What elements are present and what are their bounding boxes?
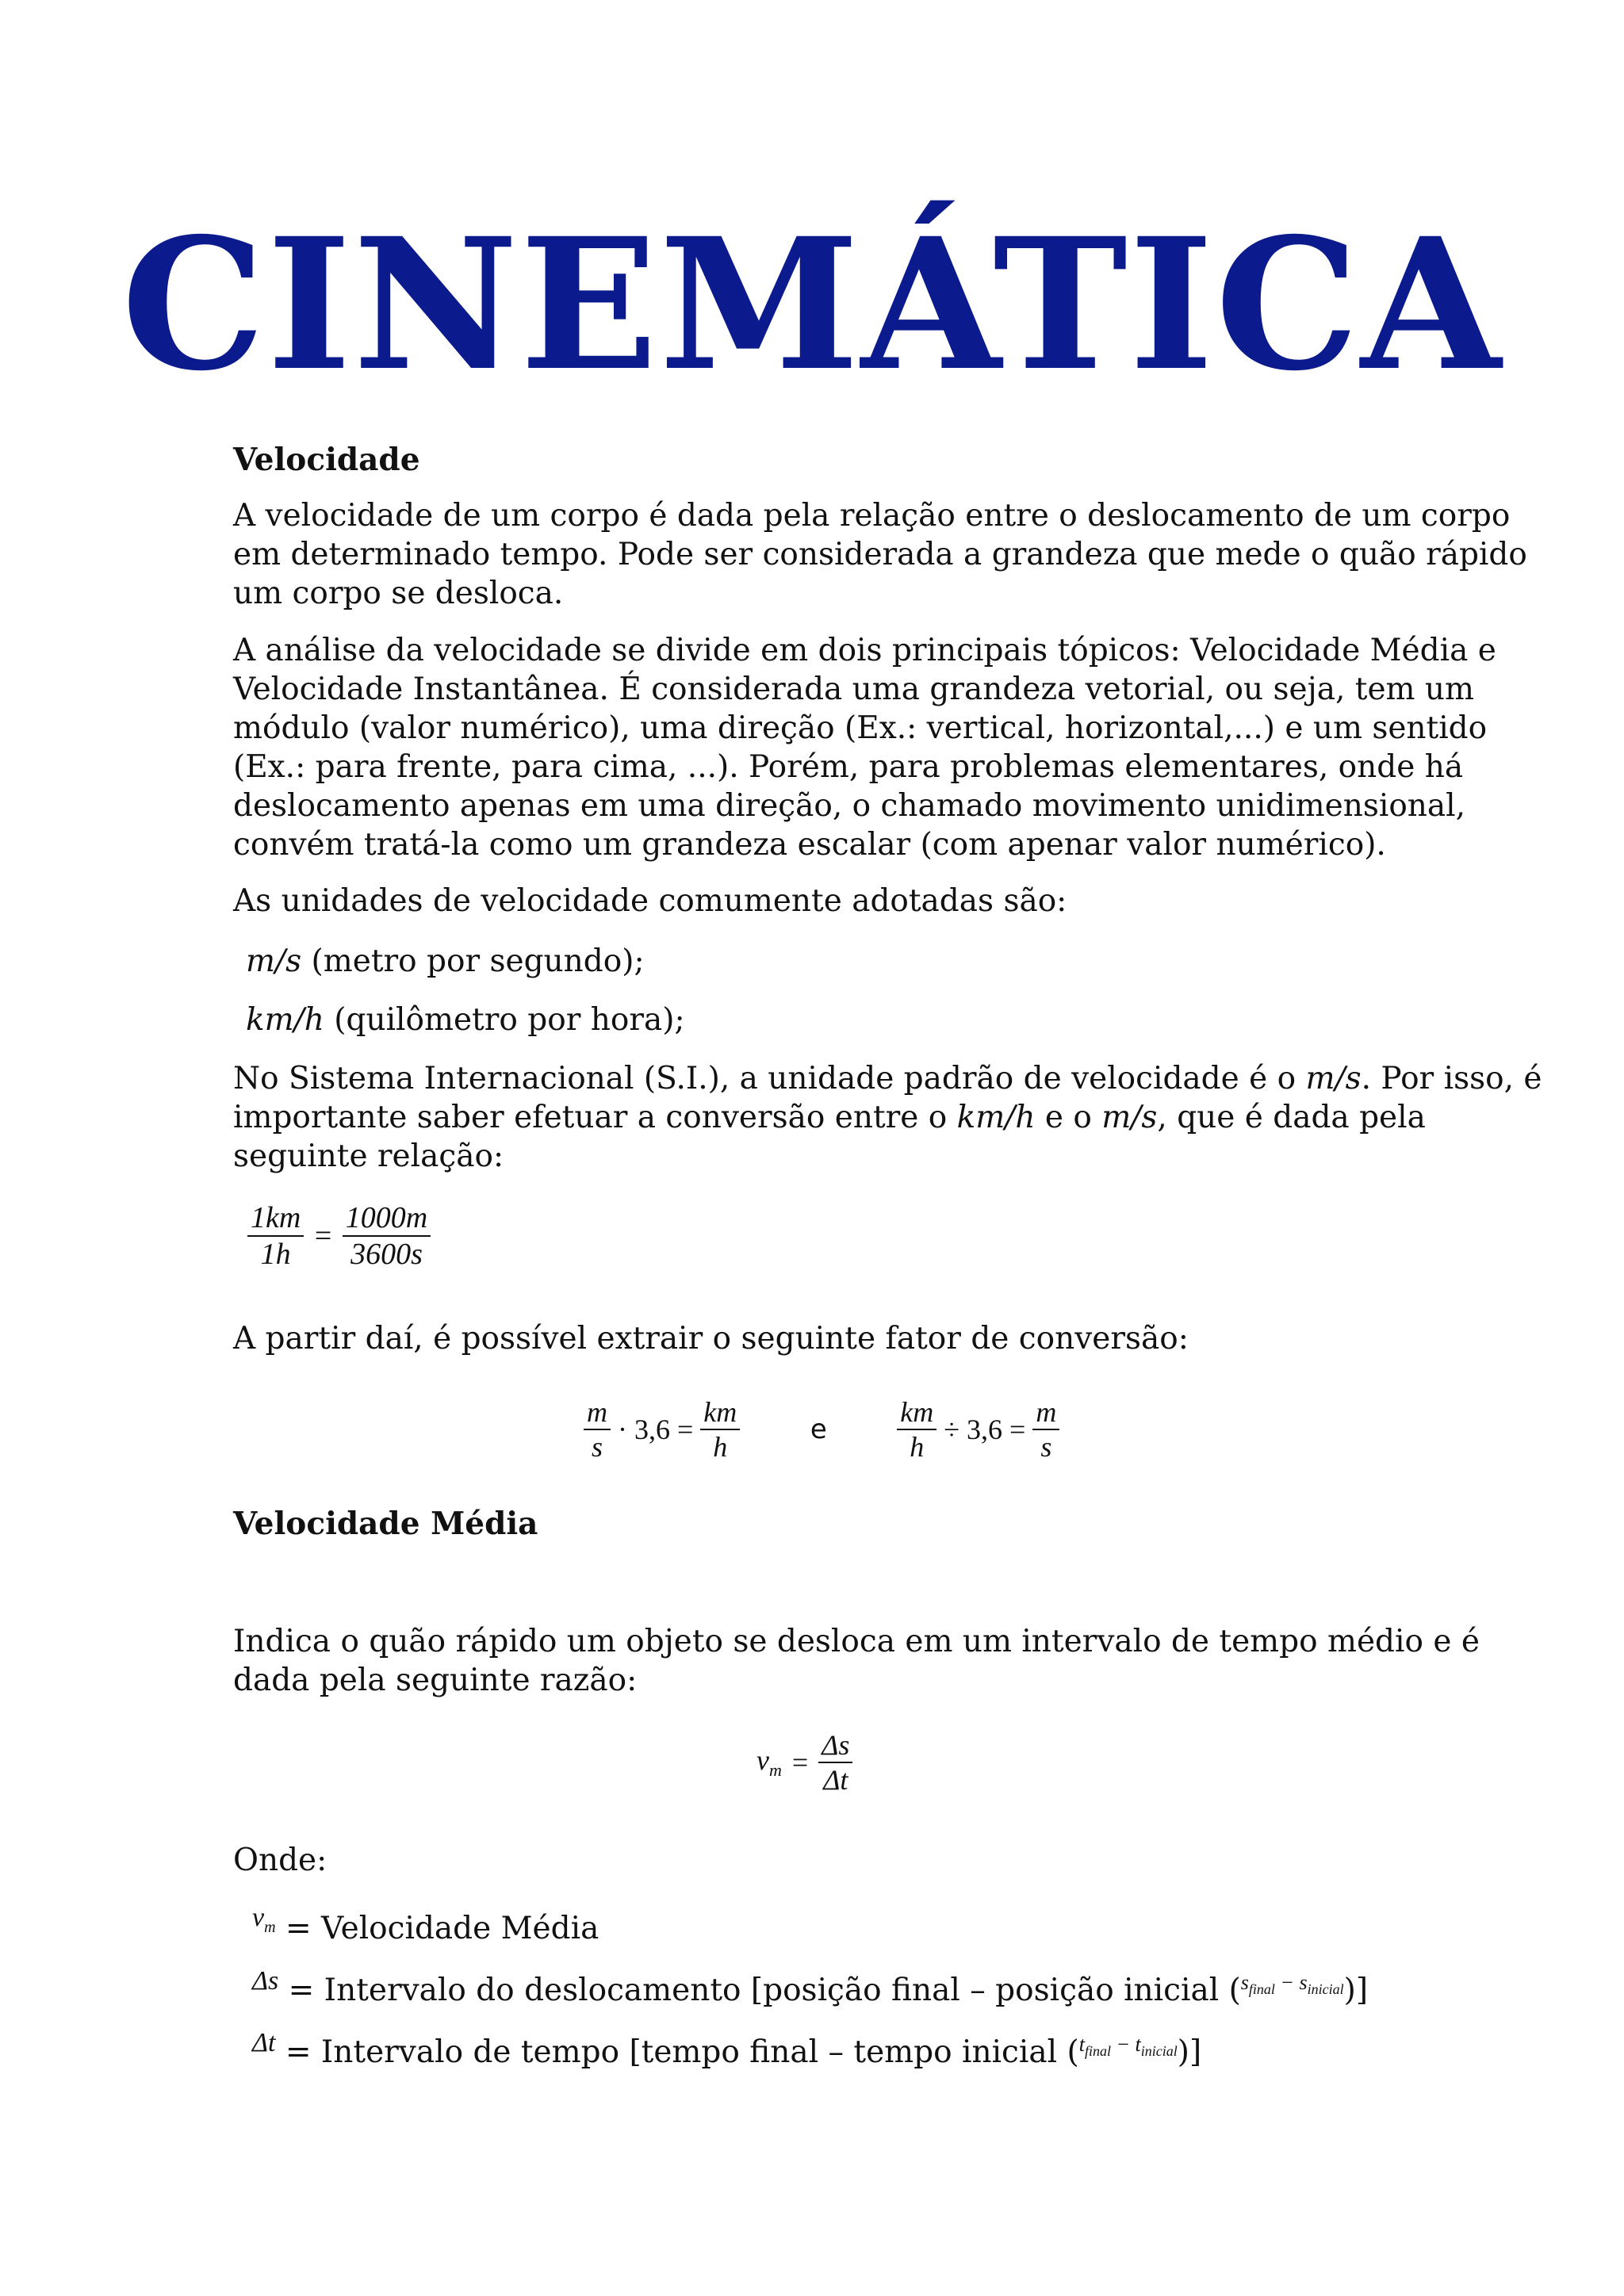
fraction: $\frac{m}{s}$ (584, 1395, 611, 1464)
paragraph-media (233, 1622, 1480, 1700)
unit-symbol: km/h (246, 1002, 324, 1038)
unit-item-kmh (246, 1001, 685, 1039)
text-line: A análise da velocidade se divide em dois principais tópicos: Velocidade Média e (233, 633, 1496, 668)
paragraph-analysis (233, 631, 1496, 864)
equation-conversion: $\frac{1km}{1h}$ = $\frac{1000m}{3600s}$ (247, 1200, 431, 1272)
text-line: convém tratá-la como um grandeza escalar (com apenar valor numérico). (233, 827, 1386, 863)
unit-item-ms (246, 942, 645, 981)
section-heading-velocidade-media: Velocidade Média (233, 1506, 538, 1542)
text-line: Indica o quão rápido um objeto se desloca em um intervalo de tempo médio e é (233, 1624, 1480, 1659)
section-heading-velocidade: Velocidade (233, 442, 420, 478)
text-line: um corpo se desloca. (233, 576, 564, 611)
text-line: A velocidade de um corpo é dada pela relação entre o deslocamento de um corpo (233, 498, 1511, 534)
paragraph-factor: A partir daí, é possível extrair o seguinte fator de conversão: (233, 1321, 1189, 1357)
text-line: Velocidade Instantânea. É considerada uma grandeza vetorial, ou seja, tem um (233, 672, 1475, 707)
text-line: módulo (valor numérico), uma direção (Ex.: vertical, horizontal,...) e um sentido (233, 710, 1488, 746)
text-line: deslocamento apenas em uma direção, o chamado movimento unidimensional, (233, 788, 1466, 824)
definition-vm: $v_m$ = Velocidade Média (252, 1903, 599, 1946)
paragraph-si (233, 1059, 1542, 1176)
text-line: em determinado tempo. Pode ser considerada a grandeza que mede o quão rápido (233, 537, 1527, 572)
equation-velocidade-media: $v_m$ = $\frac{\Delta s}{\Delta t}$ (756, 1728, 852, 1797)
text-line: dada pela seguinte razão: (233, 1663, 638, 1698)
equation-factor: $\frac{m}{s}$ · 3,6 = $\frac{km}{h}$ e $\frac{km}{h}$ ÷ 3,6 = $\frac{m}{s}$ (584, 1395, 1059, 1464)
definition-ds: Δs = Intervalo do deslocamento [posição final – posição inicial ($^{s_{final} - s_{inicial}}$)] (252, 1966, 1369, 2008)
fraction: $\frac{km}{h}$ (897, 1395, 936, 1464)
fraction: $\frac{m}{s}$ (1032, 1395, 1059, 1464)
unit-description: (quilômetro por hora); (324, 1002, 685, 1038)
unit-symbol: m/s (246, 943, 302, 979)
conjunction: e (810, 1414, 827, 1445)
paragraph-onde: Onde: (233, 1843, 327, 1878)
page-title: CINEMÁTICA (121, 198, 1503, 411)
text-line: (Ex.: para frente, para cima, ...). Porém, para problemas elementares, onde há (233, 749, 1464, 785)
fraction: $\frac{\Delta s}{\Delta t}$ (818, 1728, 852, 1797)
fraction: $\frac{1000m}{3600s}$ (343, 1200, 431, 1272)
fraction: $\frac{km}{h}$ (700, 1395, 740, 1464)
definition-dt: Δt = Intervalo de tempo [tempo final – tempo inicial ($^{t_{final} - t_{inicial}}$)] (252, 2028, 1202, 2070)
fraction: $\frac{1km}{1h}$ (247, 1200, 304, 1272)
text-line: seguinte relação: (233, 1138, 504, 1174)
paragraph-definition (233, 496, 1527, 613)
text-line: No Sistema Internacional (S.I.), a unidade padrão de velocidade é o m/s. Por isso, é (233, 1061, 1542, 1096)
unit-description: (metro por segundo); (301, 943, 645, 979)
text-line: importante saber efetuar a conversão entre o km/h e o m/s, que é dada pela (233, 1100, 1426, 1135)
paragraph-units-intro: As unidades de velocidade comumente adotadas são: (233, 883, 1067, 919)
